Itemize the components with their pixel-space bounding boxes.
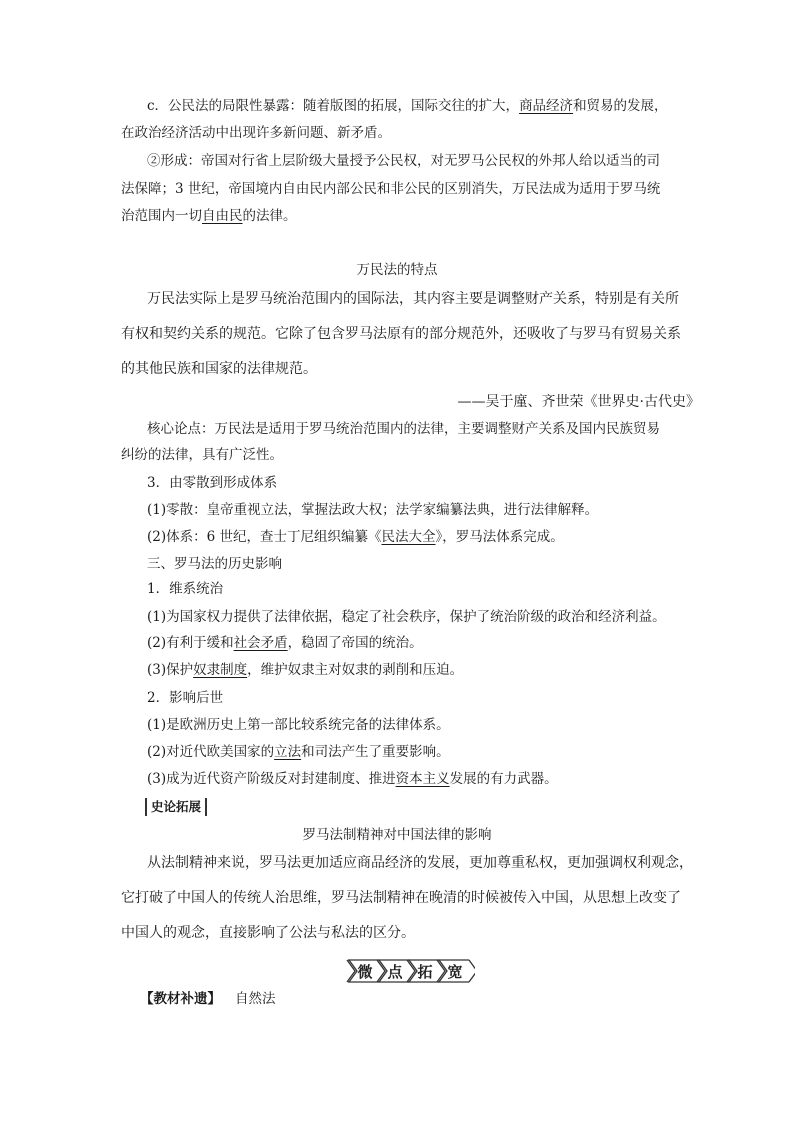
list-item: (1)零散：皇帝重视立法，掌握法政大权；法学家编纂法典，进行法律解释。 [147, 502, 599, 518]
list-item [147, 661, 463, 679]
list-item: (1)为国家权力提供了法律依据，稳定了社会秩序，保护了统治阶级的政治和经济利益。 [147, 609, 666, 625]
text: 的法律。 [242, 208, 297, 224]
extension-line: 从法制精神来说，罗马法更加适应商品经济的发展，更加尊重私权，更加强调权利观念， [147, 855, 693, 871]
text: (2)有利于缓和 [147, 635, 234, 651]
underlined-term: 奴隶制度 [193, 662, 248, 678]
extension-line: 中国人的观念，直接影响了公法与私法的区分。 [121, 925, 415, 941]
supplement-line [140, 990, 276, 1008]
text: 和司法产生了重要影响。 [301, 744, 450, 760]
list-item: (1)是欧洲历史上第一部比较系统完备的法律体系。 [147, 717, 450, 733]
text: (3)成为近代资产阶级反对封建制度、推进 [147, 771, 396, 787]
quote-line: 有权和契约关系的规范。它除了包含罗马法原有的部分规范外，还吸收了与罗马有贸易关系 [121, 326, 681, 342]
extension-line: 它打破了中国人的传统人治思维，罗马法制精神在晚清的时候被传入中国，从思想上改变了 [121, 890, 681, 906]
paragraph-line [121, 207, 297, 225]
list-item [147, 770, 558, 788]
quote-line: 的其他民族和国家的法律规范。 [121, 361, 317, 377]
list-item [147, 743, 450, 761]
banner-char: 点 [387, 962, 403, 981]
extension-title: 罗马法制精神对中国法律的影响 [302, 827, 492, 843]
banner-char: 宽 [447, 962, 463, 981]
quote-title: 万民法的特点 [356, 262, 438, 278]
core-point-line: 纠纷的法律，具有广泛性。 [121, 447, 283, 463]
list-item [147, 634, 423, 652]
underlined-term: 资本主义 [395, 771, 450, 787]
text: ，稳固了帝国的统治。 [287, 635, 423, 651]
text: ，维护奴隶主对奴隶的剥削和压迫。 [247, 662, 464, 678]
chapter-heading: 三、罗马法的历史影响 [147, 556, 282, 572]
text: (2)体系：6 世纪，查士丁尼组织编纂《 [147, 529, 382, 545]
underlined-term: 立法 [274, 744, 302, 760]
sub-heading: 2．影响后世 [147, 690, 224, 706]
quote-source: ——吴于廑、齐世荣《世界史·古代史》 [457, 394, 700, 410]
section-label-box: 史论拓展 [145, 798, 207, 816]
text: 和贸易的发展， [573, 98, 668, 114]
underlined-term: 社会矛盾 [233, 635, 288, 651]
text: 治范围内一切 [121, 208, 202, 224]
banner-char: 拓 [417, 962, 433, 981]
underlined-term: 商品经济 [519, 98, 574, 114]
section-heading: 3．由零散到形成体系 [147, 475, 278, 491]
paragraph-line: 在政治经济活动中出现许多新问题、新矛盾。 [121, 125, 391, 141]
supplement-label: 【教材补遗】 [140, 991, 221, 1007]
section-banner [351, 958, 471, 984]
text: 发展的有力武器。 [449, 771, 558, 787]
sub-heading: 1．维系统治 [147, 581, 224, 597]
core-point-line: 核心论点：万民法是适用于罗马统治范围内的法律，主要调整财产关系及国内民族贸易 [147, 421, 660, 437]
supplement-topic: 自然法 [235, 991, 276, 1007]
text: c．公民法的局限性暴露：随着版图的拓展，国际交往的扩大， [147, 98, 520, 114]
text: 》，罗马法体系完成。 [435, 529, 564, 545]
underlined-term: 自由民 [202, 208, 243, 224]
banner-char-box [441, 959, 469, 983]
banner-char: 微 [357, 962, 373, 981]
paragraph-line [147, 97, 668, 115]
paragraph-line: 法保障；3 世纪，帝国境内自由民内部公民和非公民的区别消失，万民法成为适用于罗马统 [121, 181, 661, 197]
quote-line: 万民法实际上是罗马统治范围内的国际法，其内容主要是调整财产关系，特别是有关所 [147, 291, 679, 307]
underlined-term: 民法大全 [381, 529, 436, 545]
paragraph-line: ②形成：帝国对行省上层阶级大量授予公民权，对无罗马公民权的外邦人给以适当的司 [147, 153, 660, 169]
text: (2)对近代欧美国家的 [147, 744, 275, 760]
list-item [147, 528, 564, 546]
text: (3)保护 [147, 662, 194, 678]
